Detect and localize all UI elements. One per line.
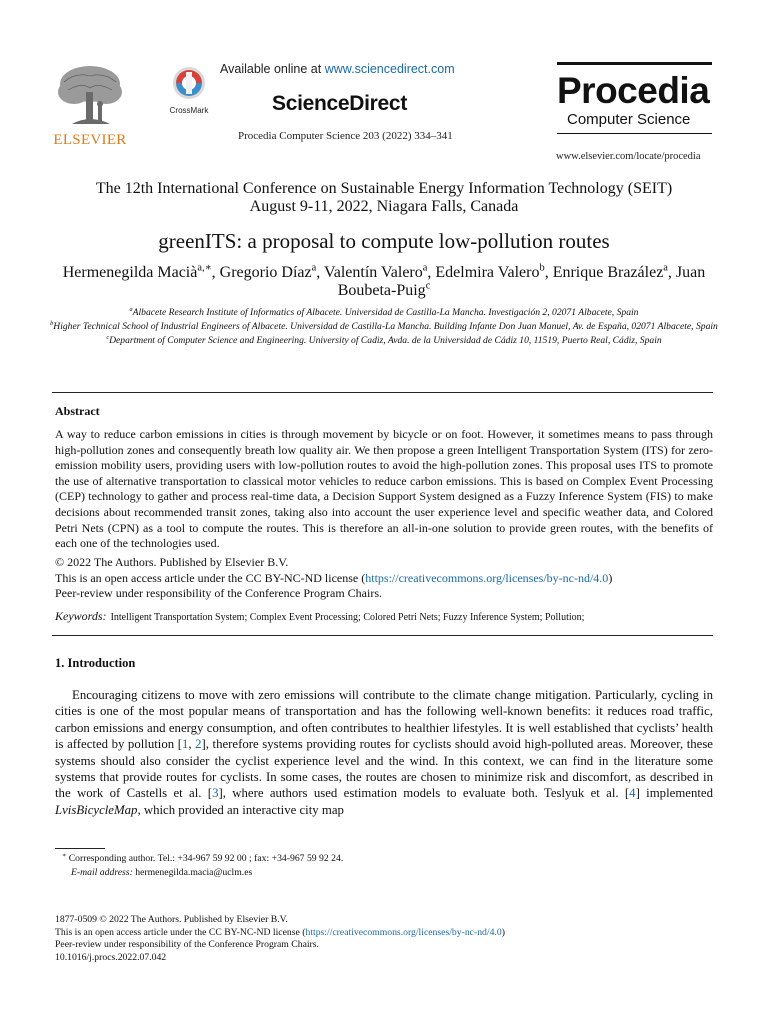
abstract-text: A way to reduce carbon emissions in cities is through movement by bicycle or on foot. However, it sometimes means to pass through high-pollution zones and consequently breath low quality air. We then propose a green Intelligent Transportation System (ITS) for zero-emission mobility users, providing users with low-pollution routes to avoid the high-pollution zones. This proposal uses ITS to promote the use of alternative transportation to classical motor vehicles to reduce carbon emissions. This is based on Complex Event Processing (CEP) technology to gather and process real-time data, a Decision Support System designed as a Fuzzy Inference System (FIS) to make decisions about recommended transit zones, taking also into account the user experience level and specific weather data, and Colored Petri Nets (CPN) as a tool to compute the routes. This is therefore an all-in-one solution to provide green routes, with the benefits of each one of the technologies used. bbox=[55, 427, 713, 551]
license-line: This is an open access article under the CC BY-NC-ND license (https://creativecommons.org/licenses/by-nc-nd/4.0) bbox=[55, 570, 613, 585]
journal-url[interactable]: www.elsevier.com/locate/procedia bbox=[556, 151, 701, 162]
conference-line-2: August 9-11, 2022, Niagara Falls, Canada bbox=[249, 198, 519, 215]
journal-brand: Procedia bbox=[557, 70, 710, 111]
author: Edelmira Valero$^b$, bbox=[435, 262, 553, 281]
crossmark-icon bbox=[172, 66, 206, 100]
issn-line: 1877-0509 © 2022 The Authors. Published by Elsevier B.V. bbox=[55, 914, 288, 925]
journal-brand-sub: Computer Science bbox=[567, 111, 691, 128]
footnote bbox=[62, 852, 343, 880]
divider bbox=[52, 635, 713, 636]
keywords-line bbox=[55, 609, 715, 624]
footer-license-link[interactable]: https://creativecommons.org/licenses/by-nc-nd/4.0 bbox=[305, 926, 502, 938]
app-name: LvisBicycleMap bbox=[55, 802, 138, 817]
journal-brand-box bbox=[557, 62, 712, 134]
availability-prefix: Available online at bbox=[220, 62, 325, 76]
crossmark-label: CrossMark bbox=[169, 106, 209, 115]
copyright-line: © 2022 The Authors. Published by Elsevier B.V. bbox=[55, 555, 289, 569]
author: Enrique Brazález$^a$, bbox=[552, 262, 676, 281]
conference-line-1: The 12th International Conference on Sustainable Energy Information Technology (SEIT) bbox=[95, 180, 673, 197]
citation-link[interactable]: 4 bbox=[629, 786, 636, 801]
journal-reference: Procedia Computer Science 203 (2022) 334–341 bbox=[238, 130, 453, 142]
email-note: E-mail address: hermenegilda.macia@uclm.es bbox=[71, 867, 253, 878]
copyright-block bbox=[55, 555, 715, 602]
affiliation: $^b$Higher Technical School of Industrial Engineers of Albacete. Universidad de Castilla-La Mancha. Building Infante Don Juan Manuel, Av. de España, 02071 Albacete, Spain bbox=[50, 319, 718, 332]
keywords-list: Intelligent Transportation System; Complex Event Processing; Colored Petri Nets; Fuzzy Inference System; Pollution; bbox=[110, 612, 585, 623]
citation-link[interactable]: 2 bbox=[195, 737, 202, 752]
brand-bottom-rule bbox=[557, 133, 712, 134]
footnote-rule bbox=[55, 848, 105, 849]
brand-top-rule bbox=[557, 62, 712, 65]
conference-info bbox=[40, 180, 728, 216]
citation-link[interactable]: 1 bbox=[181, 737, 189, 752]
license-link[interactable]: https://creativecommons.org/licenses/by-nc-nd/4.0 bbox=[365, 570, 609, 585]
sciencedirect-link[interactable]: www.sciencedirect.com bbox=[324, 62, 455, 76]
publication-footer bbox=[55, 914, 505, 964]
citation-link[interactable]: 3 bbox=[212, 786, 219, 801]
platform-wordmark: ScienceDirect bbox=[272, 92, 408, 115]
author-list bbox=[40, 264, 728, 300]
availability-line bbox=[220, 62, 470, 76]
author: Juan Boubeta-Puig$^c$ bbox=[337, 264, 706, 299]
author: Hermenegilda Macià$^{a,∗}$, bbox=[62, 262, 220, 281]
footer-license-line: This is an open access article under the CC BY-NC-ND license (https://creativecommons.org/licenses/by-nc-nd/4.0) bbox=[55, 926, 505, 938]
tree-icon bbox=[52, 62, 128, 132]
section-heading-introduction: 1. Introduction bbox=[55, 656, 136, 670]
keywords-label: Keywords: bbox=[55, 609, 107, 623]
introduction-paragraph: Encouraging citizens to move with zero emissions will contribute to the climate change mitigation. Particularly, cycling in cities is one of the most popular means of transportation and has the following well-known benefits: it reduces road traffic, carbon emissions and energy consumption, and often contributes to healthier lifestyles. It is well established that cyclists’ health is affected by pollution [1, 2], therefore systems providing routes for cyclists should avoid high-polluted areas. Moreover, these systems should also consider the cyclist experience level and the wind. In this context, we can find in the literature some systems that provide routes for cyclists. In some cases, the routes are chosen to minimize risk and discomfort, as described in the work of Castells et al. [3], where authors used estimation models to evaluate both. Teslyuk et al. [4] implemented LvisBicycleMap, which provided an interactive city map bbox=[55, 688, 713, 817]
author: Valentín Valero$^a$, bbox=[323, 262, 436, 281]
affiliations bbox=[40, 306, 728, 348]
corresponding-author-note: ∗ Corresponding author. Tel.: +34-967 59 92 00 ; fax: +34-967 59 92 24. bbox=[62, 851, 344, 864]
paper-title: greenITS: a proposal to compute low-pollution routes bbox=[158, 229, 610, 253]
footer-peer-review: Peer-review under responsibility of the Conference Program Chairs. bbox=[55, 939, 319, 950]
crossmark-badge[interactable] bbox=[166, 66, 212, 118]
affiliation: $^c$Department of Computer Science and Engineering. University of Cadiz, Avda. de la Universidad de Cádiz 10, 11519, Puerto Real, Cádiz, Spain bbox=[106, 333, 662, 346]
peer-review-line: Peer-review under responsibility of the Conference Program Chairs. bbox=[55, 586, 382, 601]
divider bbox=[52, 392, 713, 393]
affiliation: $^a$Albacete Research Institute of Informatics of Albacete. Universidad de Castilla-La Mancha. Investigación 2, 02071 Albacete, Spain bbox=[129, 305, 639, 318]
email-address[interactable]: hermenegilda.macia@uclm.es bbox=[132, 867, 253, 878]
doi[interactable]: 10.1016/j.procs.2022.07.042 bbox=[55, 951, 167, 963]
abstract-heading: Abstract bbox=[55, 404, 100, 418]
author: Gregorio Díaz$^a$, bbox=[219, 262, 324, 281]
publisher-wordmark: ELSEVIER bbox=[53, 132, 127, 148]
